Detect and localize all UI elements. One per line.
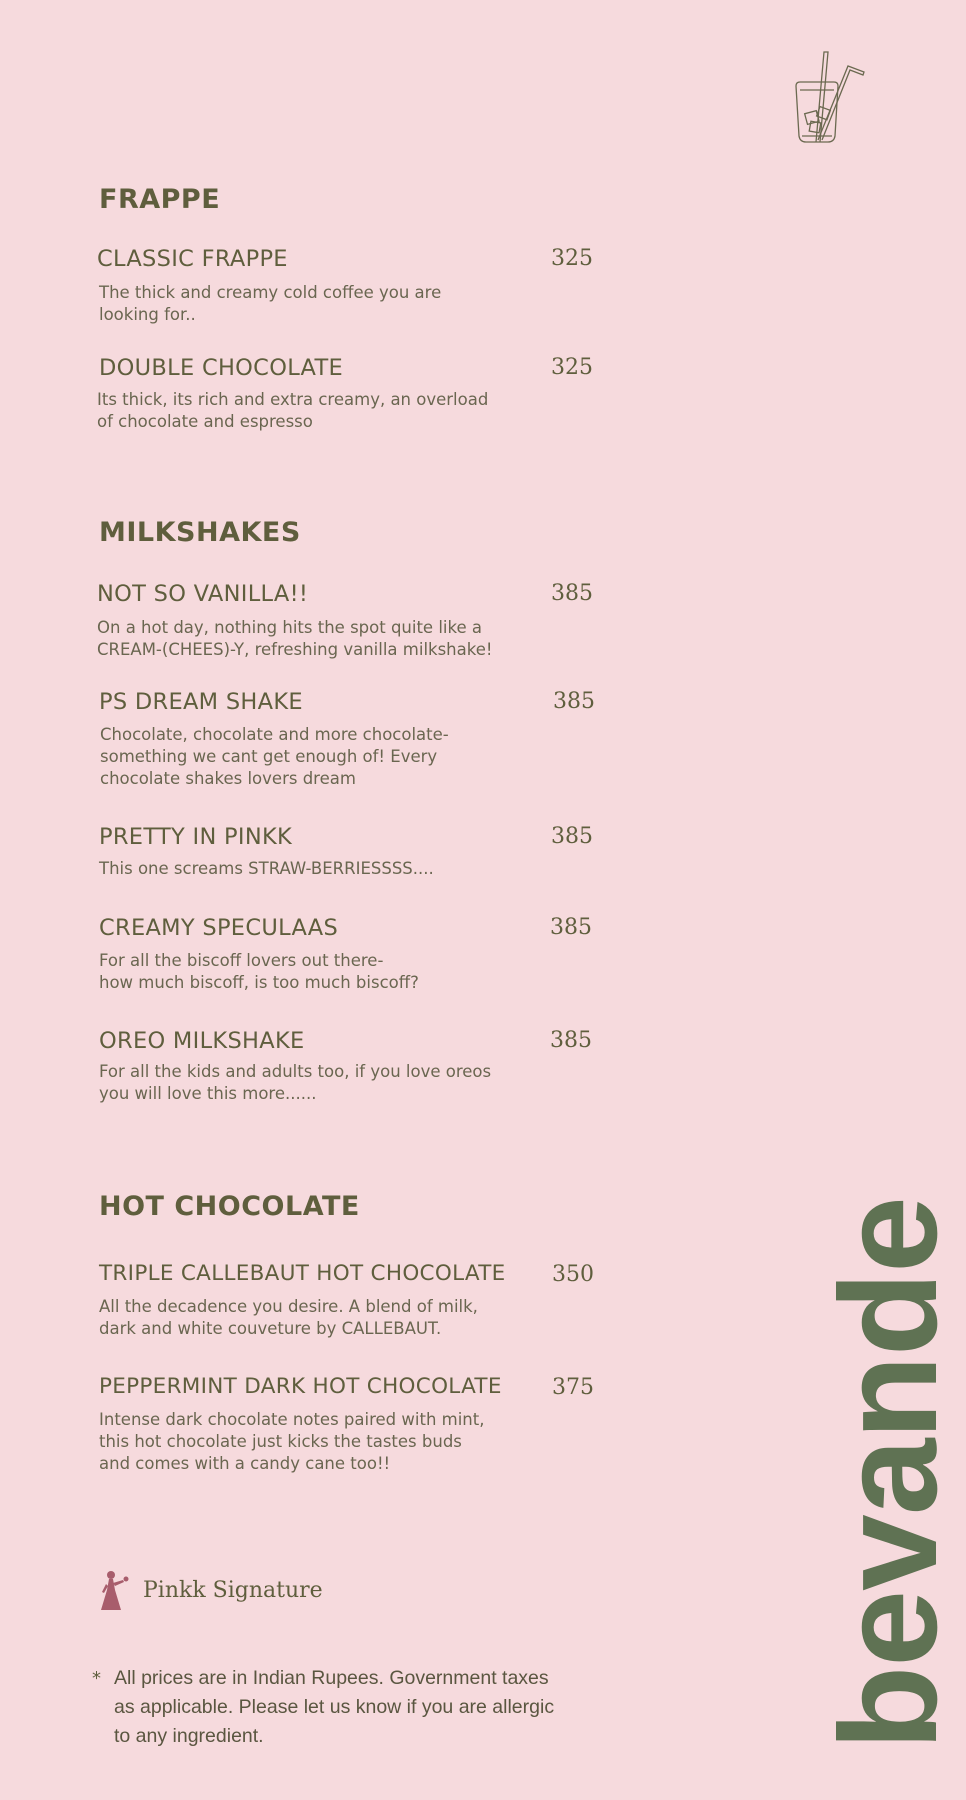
item-price: 385	[551, 824, 593, 849]
section-title-hot-chocolate: HOT CHOCOLATE	[99, 1191, 360, 1222]
section-title-frappe: FRAPPE	[99, 184, 221, 215]
item-description: Intense dark chocolate notes paired with mint, this hot chocolate just kicks the tastes buds and comes with a candy cane too!!	[99, 1410, 485, 1473]
item-description: For all the kids and adults too, if you love oreos you will love this more......	[99, 1062, 492, 1103]
vertical-brand-title: bevande	[812, 1197, 966, 1750]
item-price: 385	[550, 915, 592, 940]
item-name: PS DREAM SHAKE	[99, 689, 303, 715]
item-description: On a hot day, nothing hits the spot quite like a CREAM-(CHEES)-Y, refreshing vanilla milkshake!	[97, 618, 493, 659]
item-name: OREO MILKSHAKE	[99, 1028, 305, 1054]
item-description: This one screams STRAW-BERRIESSSS....	[99, 859, 434, 878]
item-description: The thick and creamy cold coffee you are looking for..	[99, 283, 442, 324]
item-price: 385	[550, 1028, 592, 1053]
item-price: 385	[551, 581, 593, 606]
item-description: Chocolate, chocolate and more chocolate- something we cant get enough of! Every chocolate shakes lovers dream	[100, 725, 449, 788]
item-description: All the decadence you desire. A blend of milk, dark and white couveture by CALLEBAUT.	[99, 1297, 478, 1338]
item-price: 325	[551, 355, 593, 380]
item-price: 385	[553, 689, 595, 714]
pinkk-lady-figure-icon	[99, 1570, 131, 1612]
item-price: 325	[551, 246, 593, 271]
legend-label: Pinkk Signature	[143, 1578, 323, 1603]
item-name: CLASSIC FRAPPE	[97, 246, 288, 272]
price-note: All prices are in Indian Rupees. Government taxes as applicable. Please let us know if you are allergic to any ingredient.	[114, 1667, 555, 1747]
item-price: 375	[552, 1375, 594, 1400]
item-name: DOUBLE CHOCOLATE	[99, 355, 344, 381]
section-title-milkshakes: MILKSHAKES	[99, 517, 301, 548]
note-marker: *	[92, 1668, 101, 1689]
item-price: 350	[552, 1262, 594, 1287]
item-name: CREAMY SPECULAAS	[99, 915, 339, 941]
item-description: For all the biscoff lovers out there- how much biscoff, is too much biscoff?	[99, 951, 419, 992]
item-description: Its thick, its rich and extra creamy, an overload of chocolate and espresso	[97, 390, 489, 431]
iced-drink-glass-icon	[788, 46, 864, 146]
item-name: NOT SO VANILLA!!	[97, 581, 309, 607]
item-name: PRETTY IN PINKK	[99, 824, 293, 850]
item-name: PEPPERMINT DARK HOT CHOCOLATE	[99, 1374, 502, 1399]
item-name: TRIPLE CALLEBAUT HOT CHOCOLATE	[99, 1261, 506, 1286]
